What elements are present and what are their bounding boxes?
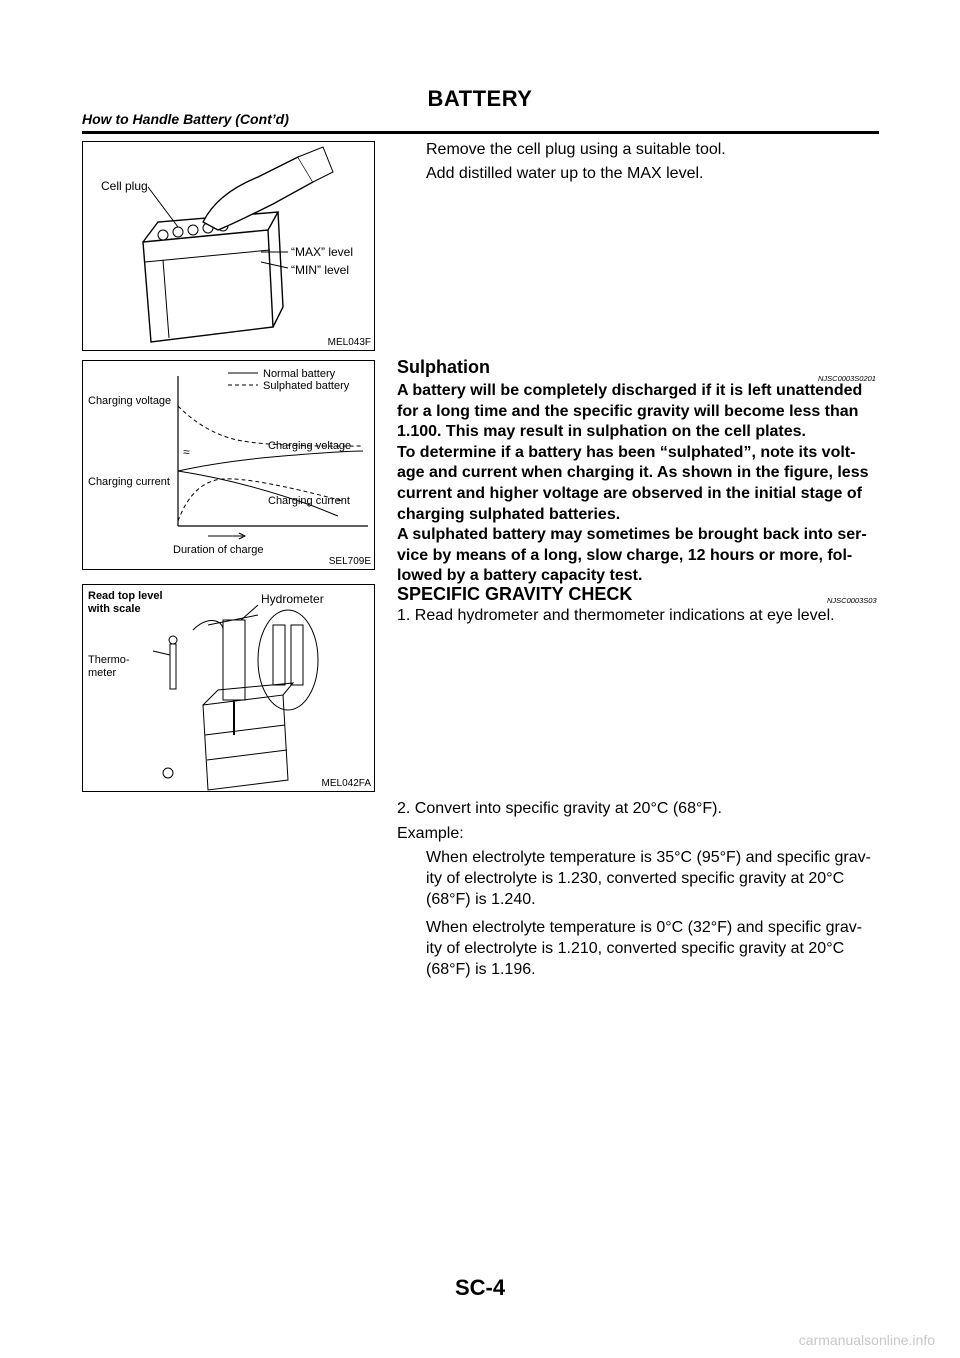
label-min-level: “MIN” level	[291, 263, 350, 277]
text-line: vice by means of a long, slow charge, 12 hours or more, fol-	[397, 546, 853, 564]
ref-code: NJSC0003S0201	[818, 374, 876, 383]
example-1	[426, 847, 880, 910]
text-line: ity of electrolyte is 1.230, converted specific gravity at 20°C	[426, 870, 845, 887]
section-title-gravity: SPECIFIC GRAVITY CHECK	[397, 584, 633, 604]
header-rule	[82, 131, 879, 134]
text-line: A battery will be completely discharged if it is left unattended	[397, 382, 863, 399]
step-add-water: Add distilled water up to the MAX level.	[426, 165, 704, 182]
label-read-top-1: Read top level	[88, 590, 163, 602]
text-line: (68°F) is 1.196.	[426, 961, 536, 978]
axis-charging-current: Charging current	[88, 476, 170, 488]
axis-charging-voltage: Charging voltage	[88, 395, 172, 407]
ref-code: NJSC0003S03	[827, 596, 877, 605]
label-thermo-1: Thermo-	[88, 654, 130, 666]
label-cell-plug: Cell plug	[101, 179, 148, 193]
text-line: To determine if a battery has been “sulphated”, note its volt-	[397, 443, 856, 461]
label-read-top-2: with scale	[88, 603, 141, 615]
text-line: age and current when charging it. As shown in the figure, less	[397, 464, 869, 482]
text-line: When electrolyte temperature is 0°C (32°F) and specific grav-	[426, 919, 863, 936]
step-convert: 2. Convert into specific gravity at 20°C (68°F).	[397, 800, 722, 817]
example-label: Example:	[397, 825, 464, 842]
text-line: lowed by a battery capacity test.	[397, 567, 643, 585]
figure-id: MEL042FA	[321, 778, 371, 789]
page-title: BATTERY	[427, 86, 533, 111]
hydrometer-illustration	[83, 585, 376, 793]
legend-normal: Normal battery	[263, 368, 336, 380]
curve-label-current: Charging current	[268, 495, 350, 507]
sulphation-body	[397, 381, 879, 587]
text-line: When electrolyte temperature is 35°C (95°F) and specific grav-	[426, 849, 871, 866]
break-mark: ≈	[183, 445, 190, 459]
label-max-level: “MAX” level	[291, 245, 354, 259]
text-line: charging sulphated batteries.	[397, 505, 621, 523]
sulphation-graph	[83, 361, 376, 571]
example-2	[426, 917, 880, 980]
label-thermo-2: meter	[88, 667, 117, 679]
figure-id: SEL709E	[328, 556, 371, 567]
step-remove-plug: Remove the cell plug using a suitable tool.	[426, 141, 726, 158]
section-title-sulphation: Sulphation	[397, 357, 490, 377]
figure-sulphation-chart	[82, 360, 375, 570]
curve-label-voltage: Charging voltage	[268, 440, 352, 452]
battery-cell-plug-illustration	[83, 142, 376, 352]
text-line: current and higher voltage are observed in the initial stage of	[397, 484, 862, 502]
label-hydrometer: Hydrometer	[261, 592, 324, 606]
text-line: (68°F) is 1.240.	[426, 891, 536, 908]
figure-cell-plug	[82, 141, 375, 351]
page-subtitle: How to Handle Battery (Cont’d)	[82, 111, 289, 127]
page-number: SC-4	[454, 1275, 506, 1300]
text-line: 1.100. This may result in sulphation on the cell plates.	[397, 423, 806, 441]
text-line: ity of electrolyte is 1.210, converted specific gravity at 20°C	[426, 940, 845, 957]
axis-duration: Duration of charge	[173, 544, 264, 556]
text-line: for a long time and the specific gravity will become less than	[397, 402, 859, 420]
legend-sulphated: Sulphated battery	[263, 380, 350, 392]
text-line: A sulphated battery may sometimes be brought back into ser-	[397, 526, 867, 544]
step-read-hydrometer: 1. Read hydrometer and thermometer indications at eye level.	[397, 607, 835, 624]
watermark: carmanualsonline.info	[798, 1332, 935, 1348]
figure-id: MEL043F	[327, 337, 371, 348]
figure-hydrometer	[82, 584, 375, 792]
